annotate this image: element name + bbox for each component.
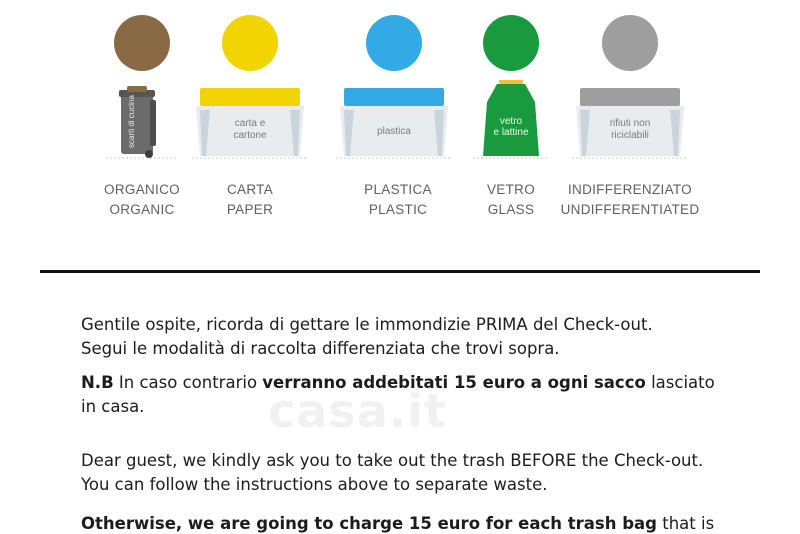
carta-bin-icon bbox=[190, 80, 310, 162]
plastica-color-dot bbox=[366, 15, 422, 71]
carta-lid bbox=[200, 88, 300, 106]
plastica-lid bbox=[344, 88, 444, 106]
vetro-color-dot bbox=[483, 15, 539, 71]
italian-intro: Gentile ospite, ricorda di gettare le immondizie PRIMA del Check-out. Segui le modalità di raccolta differenziata che trovi sopra. bbox=[81, 315, 653, 358]
english-warning: Otherwise, we are going to charge 15 euro for each trash bag that is bbox=[81, 514, 715, 533]
indifferenziato-icon-text-1: rifiuti non bbox=[609, 118, 651, 129]
indifferenziato-icon-text-2: riciclabili bbox=[611, 130, 649, 141]
carta-color-dot bbox=[222, 15, 278, 71]
vetro-icon-text-2: e lattine bbox=[493, 127, 529, 138]
vetro-icon-text-1: vetro bbox=[499, 116, 523, 127]
vetro-label: VETRO GLASS bbox=[486, 182, 535, 217]
italian-nb: N.B In caso contrario verranno addebitati 15 euro a ogni sacco lasciato in casa. bbox=[81, 373, 715, 416]
organico-label: ORGANICO ORGANIC bbox=[104, 182, 180, 217]
english-intro: Dear guest, we kindly ask you to take out the trash BEFORE the Check-out. You can follow the instructions above to separate waste. bbox=[81, 451, 704, 494]
indifferenziato-color-dot bbox=[602, 15, 658, 71]
plastica-label: PLASTICA PLASTIC bbox=[364, 182, 432, 217]
organico-color-dot bbox=[114, 15, 170, 71]
organico-bin-icon bbox=[102, 80, 182, 162]
plastica-icon-text: plastica bbox=[377, 126, 411, 137]
section-divider bbox=[40, 270, 760, 273]
carta-icon-text-1: carta e bbox=[234, 118, 266, 129]
carta-label: CARTA PAPER bbox=[226, 182, 274, 217]
organico-icon-text: scarti di cucina bbox=[127, 95, 136, 148]
watermark: casa.it bbox=[268, 384, 447, 438]
plastica-bin-icon bbox=[334, 80, 454, 162]
carta-icon-text-2: cartone bbox=[233, 130, 267, 141]
vetro-bin-icon bbox=[471, 80, 551, 162]
indifferenziato-label: INDIFFERENZIATO UNDIFFERENTIATED bbox=[560, 182, 700, 217]
indifferenziato-lid bbox=[580, 88, 680, 106]
indifferenziato-bin-icon bbox=[570, 80, 690, 162]
